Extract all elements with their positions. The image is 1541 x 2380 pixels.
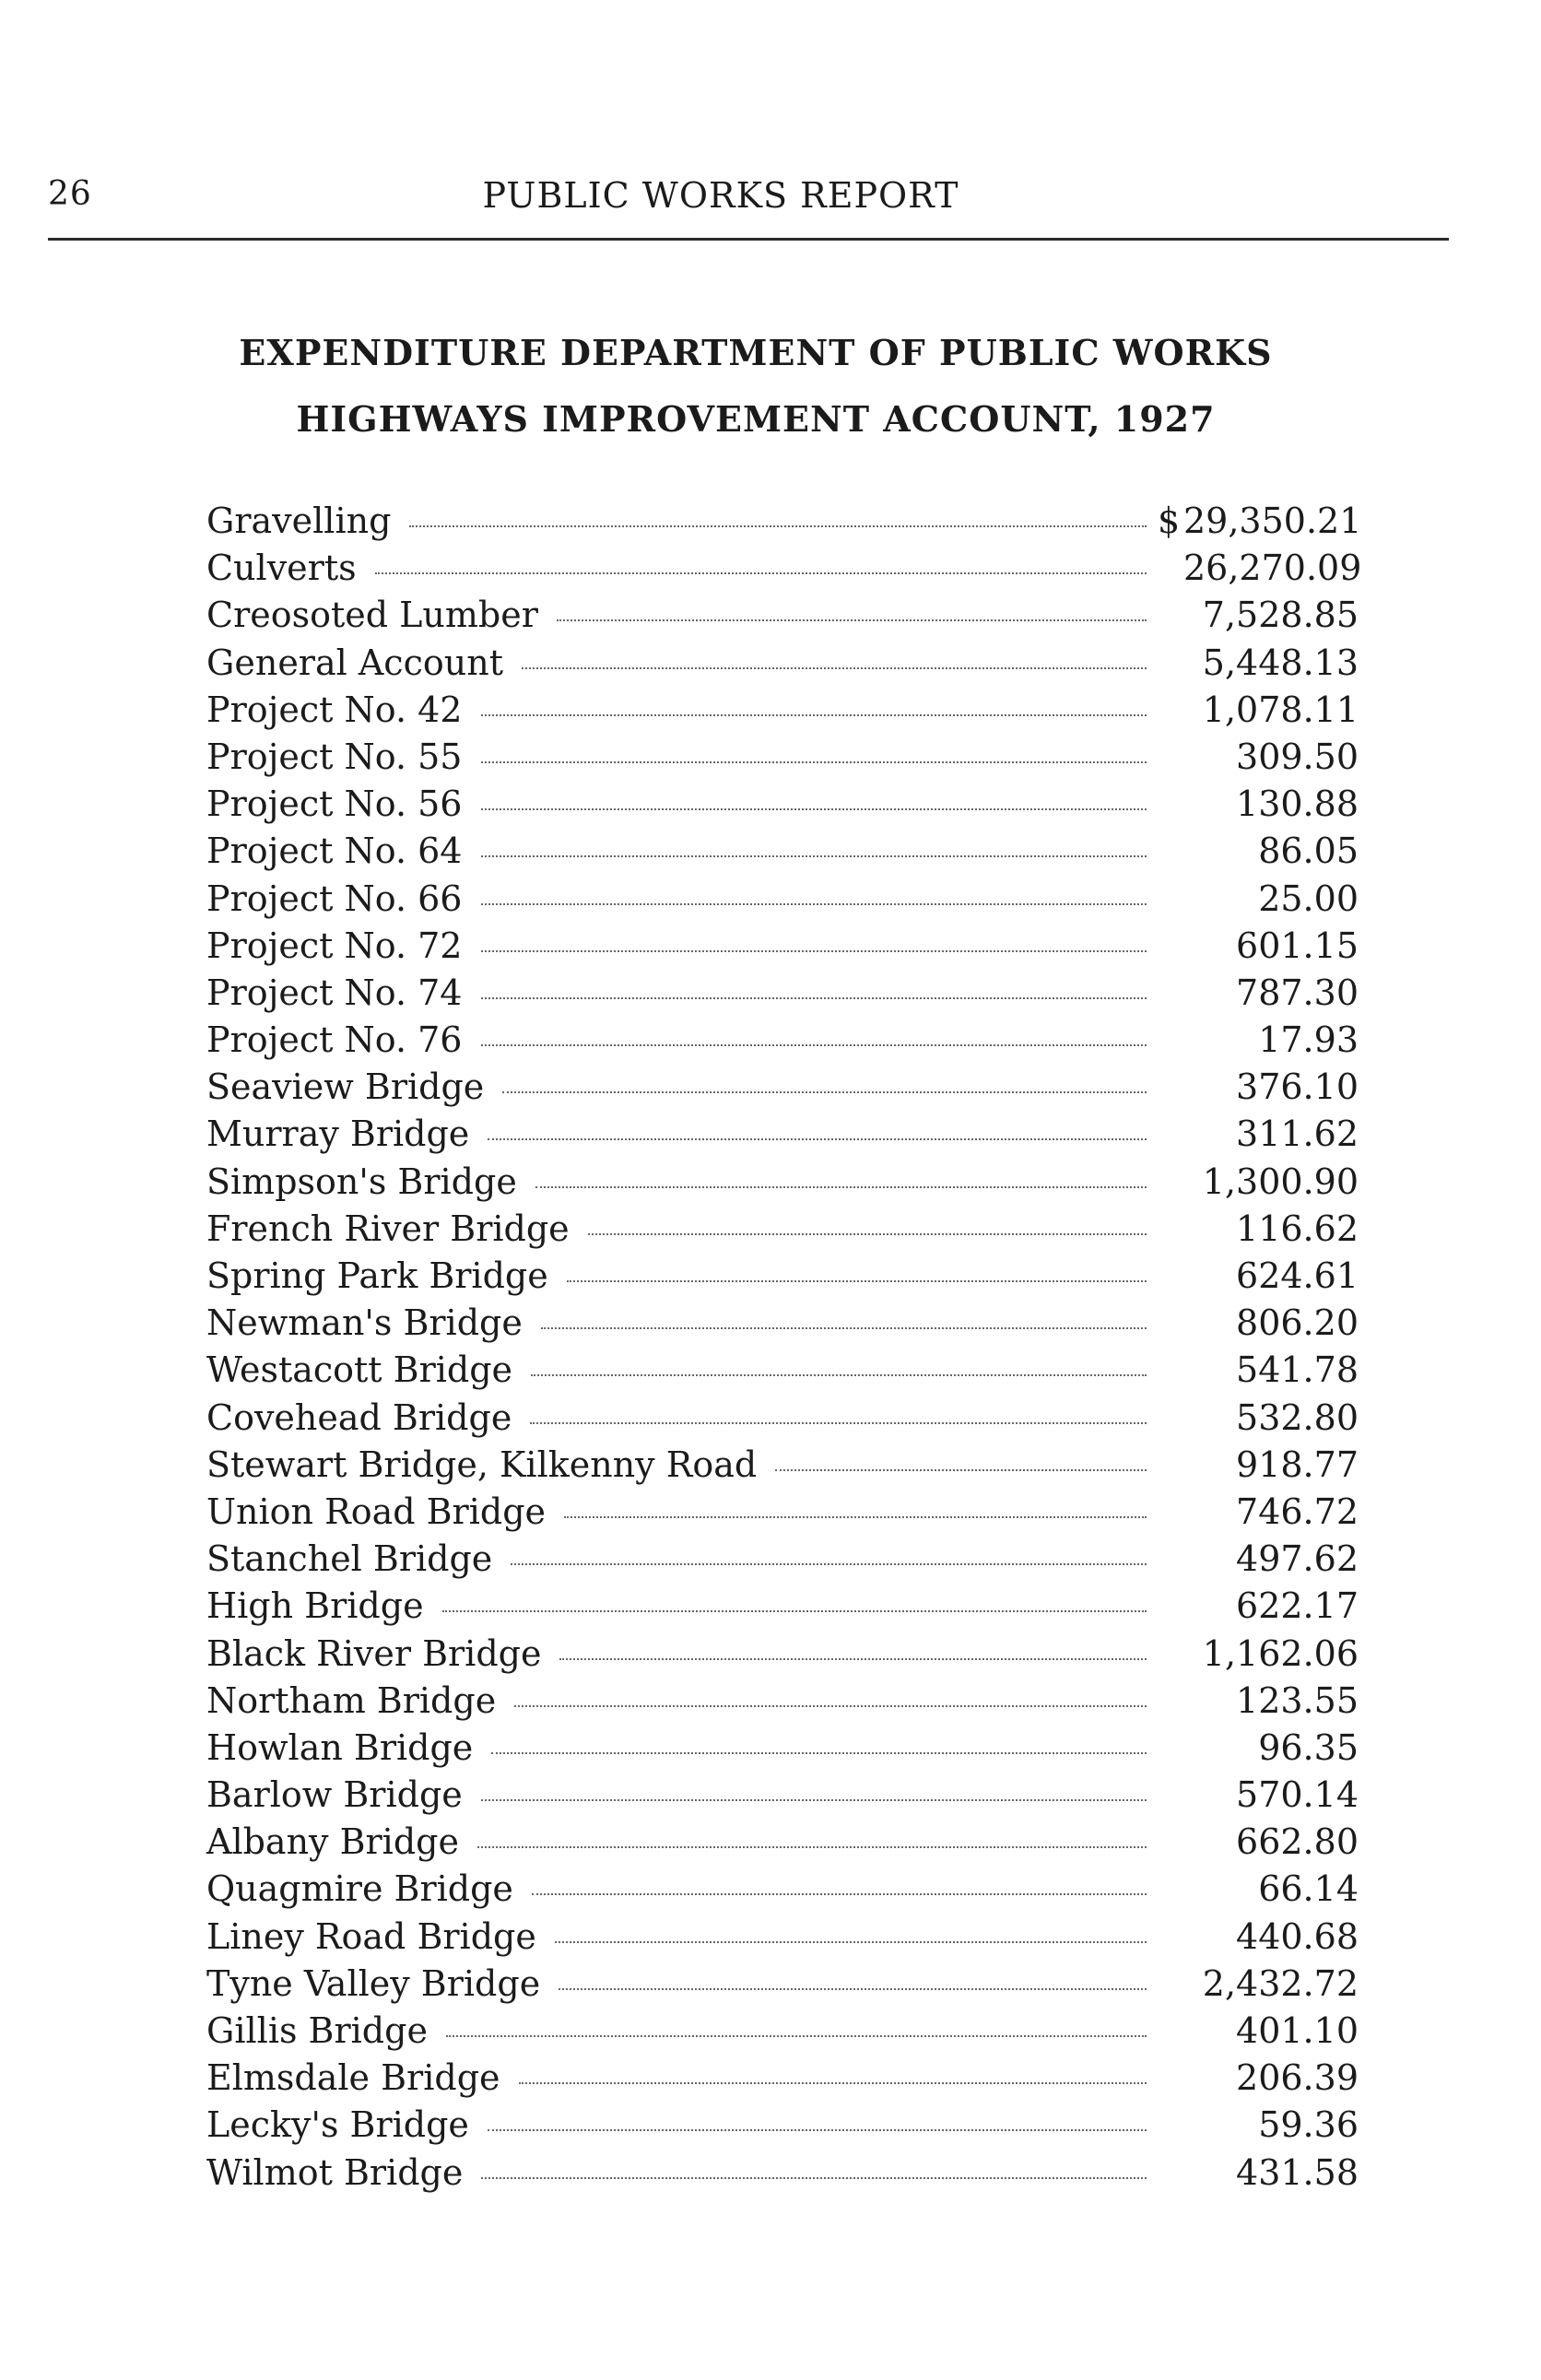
ledger-item-label: Black River Bridge: [206, 1632, 542, 1674]
ledger-item-amount: 96.35: [1258, 1726, 1359, 1768]
page-header: [48, 166, 1449, 223]
dot-leader: [477, 1846, 1147, 1848]
ledger-item-label: Stanchel Bridge: [206, 1538, 493, 1580]
dot-leader: [481, 855, 1147, 857]
ledger-row: [206, 878, 1359, 925]
ledger-item-amount: 918.77: [1236, 1443, 1359, 1485]
ledger-row: [206, 1727, 1359, 1774]
ledger-row: [206, 1916, 1359, 1963]
dot-leader: [531, 1374, 1147, 1376]
ledger-item-amount: 622.17: [1236, 1585, 1359, 1627]
dot-leader: [559, 1988, 1147, 1990]
ledger-row: [206, 831, 1359, 878]
ledger-row: [206, 595, 1359, 642]
dot-leader: [481, 808, 1147, 810]
ledger-item-amount: 66.14: [1258, 1868, 1359, 1910]
ledger-item-label: Culverts: [206, 548, 357, 589]
page-number: 26: [48, 175, 92, 213]
ledger-item-amount: 5,448.13: [1202, 642, 1359, 683]
ledger-row: [206, 1680, 1359, 1727]
ledger-item-amount: 532.80: [1236, 1396, 1359, 1438]
ledger-item-label: Simpson's Bridge: [206, 1161, 517, 1202]
ledger-item-label: Seaview Bridge: [206, 1066, 485, 1108]
ledger-row: [206, 1255, 1359, 1302]
header-rule: [48, 238, 1449, 241]
running-title: PUBLIC WORKS REPORT: [482, 175, 959, 216]
ledger-item-amount: 309.50: [1236, 736, 1359, 777]
ledger-row: [206, 1491, 1359, 1538]
ledger-item-amount: 497.62: [1236, 1538, 1359, 1580]
ledger-item-amount: 376.10: [1236, 1066, 1359, 1108]
ledger-item-label: Gillis Bridge: [206, 2010, 428, 2051]
ledger-item-amount: 86.05: [1258, 831, 1359, 872]
ledger-row: [206, 689, 1359, 736]
ledger-item-label: High Bridge: [206, 1585, 424, 1627]
ledger-row: [206, 2010, 1359, 2057]
ledger-row: [206, 1633, 1359, 1680]
dot-leader: [375, 572, 1147, 574]
dot-leader: [522, 667, 1147, 669]
ledger-item-amount: 2,432.72: [1202, 1962, 1359, 2004]
ledger-item-amount: 17.93: [1258, 1019, 1359, 1061]
dot-leader: [559, 1658, 1147, 1660]
section-heading-line-1: EXPENDITURE DEPARTMENT OF PUBLIC WORKS: [239, 332, 1273, 373]
ledger-item-amount: 206.39: [1236, 2057, 1359, 2099]
ledger-row: [206, 501, 1362, 548]
ledger-row: [206, 1019, 1359, 1066]
ledger-item-label: Spring Park Bridge: [206, 1255, 548, 1296]
ledger-item-amount: 25.00: [1258, 878, 1359, 919]
ledger-item-label: Project No. 72: [206, 925, 463, 966]
dot-leader: [535, 1186, 1147, 1188]
ledger-item-amount: 806.20: [1236, 1302, 1359, 1344]
ledger-item-label: Project No. 66: [206, 878, 463, 919]
ledger-item-amount: 130.88: [1236, 784, 1359, 825]
ledger-item-label: Stewart Bridge, Kilkenny Road: [206, 1443, 758, 1485]
ledger-item-label: Project No. 42: [206, 689, 463, 730]
expenditure-ledger: [206, 501, 1362, 2199]
dot-leader: [481, 903, 1147, 905]
ledger-row: [206, 1868, 1359, 1915]
ledger-row: [206, 2104, 1359, 2151]
ledger-item-label: Project No. 74: [206, 972, 463, 1013]
ledger-row: [206, 1066, 1359, 1113]
ledger-item-amount: 624.61: [1236, 1255, 1359, 1296]
dot-leader: [564, 1516, 1147, 1518]
ledger-item-amount: 431.58: [1236, 2151, 1359, 2193]
dot-leader: [409, 525, 1147, 527]
ledger-row: [206, 736, 1359, 784]
dot-leader: [514, 1705, 1147, 1707]
ledger-item-amount: 570.14: [1236, 1774, 1359, 1816]
dot-leader: [481, 761, 1147, 763]
ledger-item-label: Murray Bridge: [206, 1113, 470, 1155]
dot-leader: [481, 1799, 1147, 1801]
ledger-row: [206, 972, 1359, 1019]
dot-leader: [481, 950, 1147, 952]
dot-leader: [481, 1044, 1147, 1046]
ledger-item-label: Lecky's Bridge: [206, 2104, 469, 2146]
ledger-item-label: Barlow Bridge: [206, 1774, 463, 1816]
ledger-item-label: Covehead Bridge: [206, 1396, 512, 1438]
ledger-item-amount: 59.36: [1258, 2104, 1359, 2146]
ledger-row: [206, 1444, 1359, 1491]
ledger-row: [206, 1774, 1359, 1821]
section-heading-line-2: HIGHWAYS IMPROVEMENT ACCOUNT, 1927: [296, 398, 1216, 440]
dot-leader: [481, 2177, 1147, 2179]
dot-leader: [488, 1138, 1147, 1140]
dot-leader: [511, 1563, 1147, 1565]
ledger-item-label: General Account: [206, 642, 503, 683]
ledger-row: [206, 2152, 1359, 2199]
ledger-item-label: Creosoted Lumber: [206, 595, 538, 636]
ledger-item-amount: 601.15: [1236, 925, 1359, 966]
ledger-item-label: Project No. 55: [206, 736, 463, 777]
ledger-item-label: Gravelling: [206, 501, 392, 541]
dot-leader: [532, 1893, 1147, 1895]
dot-leader: [442, 1610, 1147, 1612]
ledger-item-amount: 440.68: [1236, 1915, 1359, 1957]
ledger-row: [206, 548, 1362, 595]
dot-leader: [775, 1469, 1147, 1471]
dot-leader: [588, 1233, 1147, 1235]
ledger-row: [206, 2057, 1359, 2104]
ledger-row: [206, 1585, 1359, 1632]
dot-leader: [502, 1091, 1147, 1093]
ledger-row: [206, 642, 1359, 689]
ledger-item-label: French River Bridge: [206, 1208, 570, 1249]
ledger-item-label: Liney Road Bridge: [206, 1915, 536, 1957]
ledger-row: [206, 1302, 1359, 1349]
dot-leader: [557, 619, 1147, 621]
ledger-item-label: Westacott Bridge: [206, 1349, 513, 1391]
ledger-item-label: Albany Bridge: [206, 1821, 459, 1863]
ledger-item-label: Wilmot Bridge: [206, 2151, 464, 2193]
ledger-item-amount: 7,528.85: [1202, 595, 1359, 636]
currency-symbol: $: [1158, 501, 1181, 541]
ledger-row: [206, 1161, 1359, 1208]
dot-leader: [488, 2129, 1147, 2131]
ledger-row: [206, 1208, 1359, 1255]
ledger-item-amount: 116.62: [1236, 1208, 1359, 1249]
ledger-item-label: Union Road Bridge: [206, 1490, 547, 1532]
ledger-row: [206, 925, 1359, 972]
ledger-item-amount: 662.80: [1236, 1821, 1359, 1863]
ledger-item-label: Elmsdale Bridge: [206, 2057, 500, 2099]
dot-leader: [567, 1280, 1147, 1282]
ledger-item-amount: 311.62: [1236, 1113, 1359, 1155]
ledger-item-amount: 123.55: [1236, 1679, 1359, 1721]
ledger-item-amount: 401.10: [1236, 2010, 1359, 2051]
ledger-row: [206, 1113, 1359, 1161]
dot-leader: [519, 2082, 1147, 2084]
ledger-item-amount: 1,300.90: [1202, 1161, 1359, 1202]
ledger-item-label: Project No. 56: [206, 784, 463, 825]
ledger-row: [206, 1397, 1359, 1444]
ledger-item-amount: 1,078.11: [1202, 689, 1359, 730]
ledger-item-label: Tyne Valley Bridge: [206, 1962, 541, 2004]
dot-leader: [491, 1752, 1147, 1754]
dot-leader: [481, 997, 1147, 999]
ledger-item-amount: 787.30: [1236, 972, 1359, 1013]
ledger-item-label: Quagmire Bridge: [206, 1868, 513, 1910]
dot-leader: [541, 1327, 1147, 1329]
ledger-row: [206, 1538, 1359, 1585]
ledger-item-amount: 1,162.06: [1202, 1632, 1359, 1674]
dot-leader: [481, 714, 1147, 716]
ledger-item-label: Northam Bridge: [206, 1679, 497, 1721]
ledger-item-amount: 26,270.09: [1183, 548, 1362, 589]
ledger-row: [206, 784, 1359, 831]
ledger-item-label: Newman's Bridge: [206, 1302, 523, 1344]
ledger-item-label: Howlan Bridge: [206, 1726, 474, 1768]
dot-leader: [555, 1941, 1147, 1943]
ledger-item-amount: 541.78: [1236, 1349, 1359, 1391]
ledger-row: [206, 1963, 1359, 2010]
ledger-row: [206, 1349, 1359, 1396]
ledger-item-label: Project No. 64: [206, 831, 463, 872]
ledger-row: [206, 1821, 1359, 1868]
dot-leader: [446, 2035, 1147, 2037]
ledger-item-amount: 29,350.21: [1183, 501, 1362, 541]
ledger-item-label: Project No. 76: [206, 1019, 463, 1061]
dot-leader: [530, 1422, 1147, 1424]
ledger-item-amount: 746.72: [1236, 1490, 1359, 1532]
